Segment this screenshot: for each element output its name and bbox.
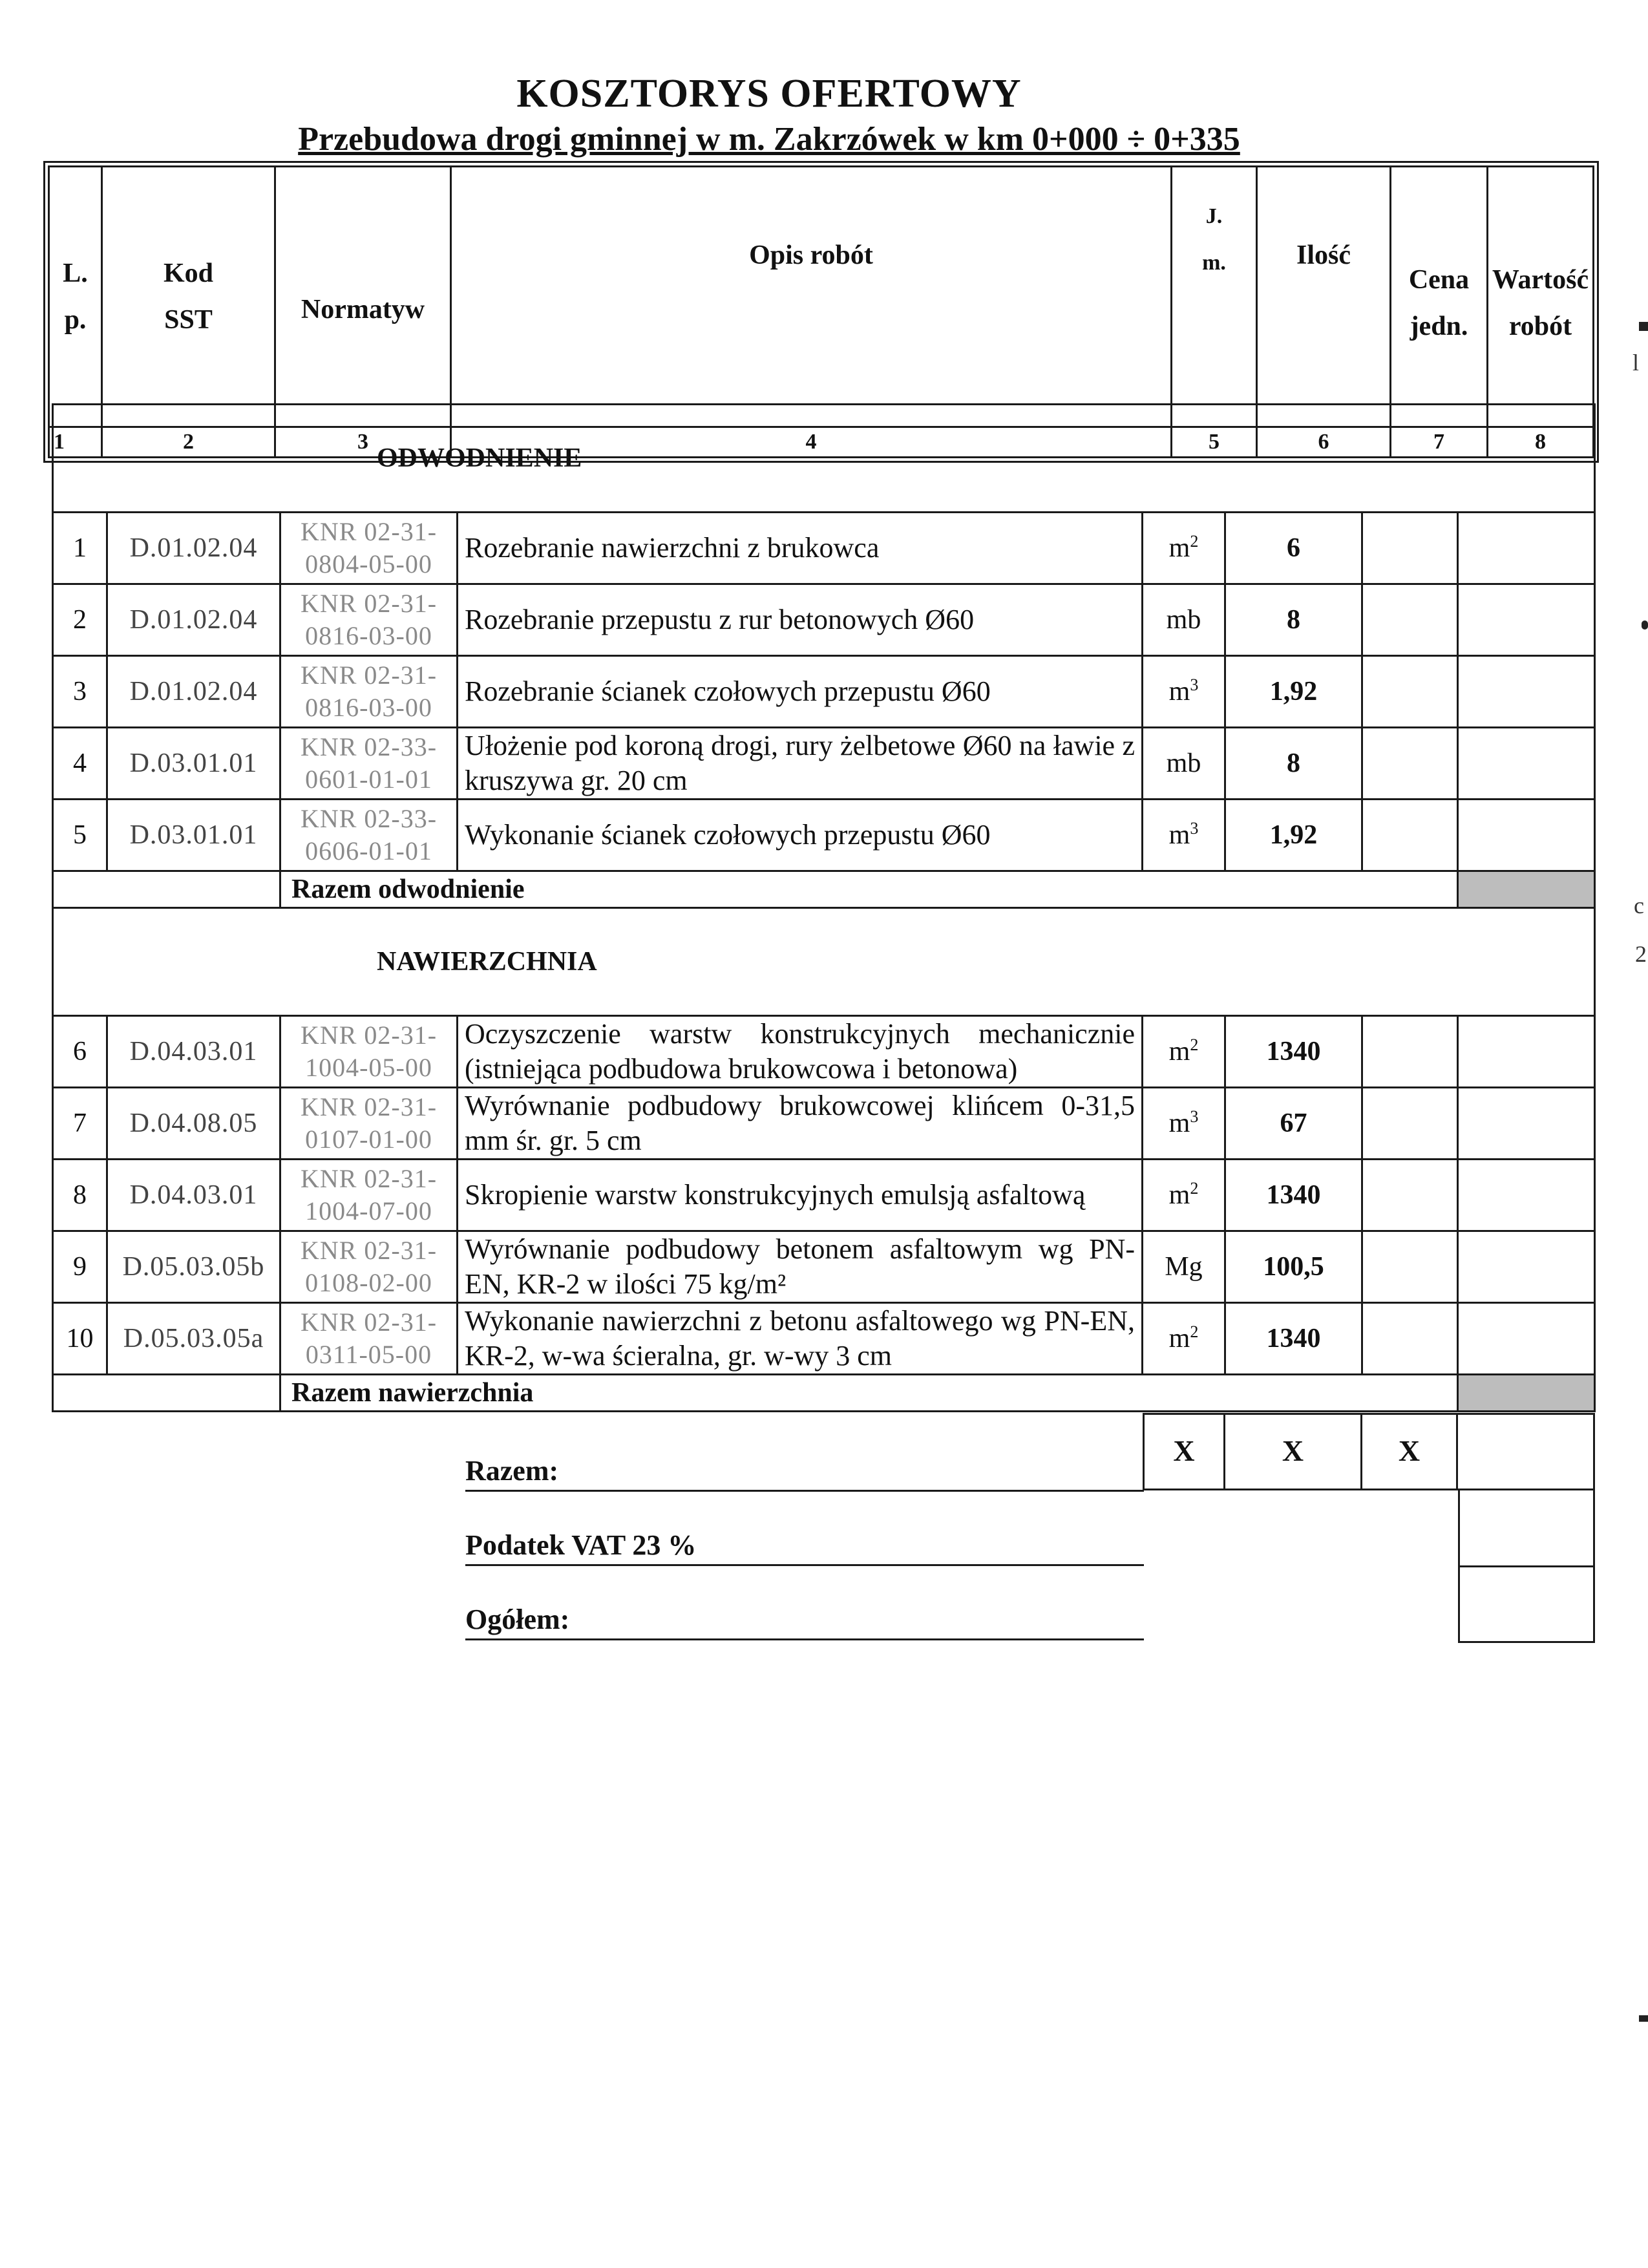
col-number: 3 xyxy=(275,427,451,458)
col-header-normatyw: Normatyw xyxy=(275,167,451,427)
subtotal-blank xyxy=(53,871,280,908)
quantity: 100,5 xyxy=(1225,1231,1362,1303)
col-header-opis: Opis robót xyxy=(451,167,1172,427)
work-description: Rozebranie przepustu z rur betonowych Ø60 xyxy=(458,584,1143,656)
norm-line: KNR 02-33- xyxy=(300,804,438,833)
col-header-ilosc: Ilość xyxy=(1257,167,1391,427)
vat-value-cell xyxy=(1458,1489,1595,1567)
unit-text: m xyxy=(1168,1180,1190,1210)
work-value-cell xyxy=(1458,1160,1595,1231)
work-description: Oczyszczenie warstw konstrukcyjnych mechanicznie (istniejąca podbudowa brukowcowa i betonowa) xyxy=(458,1016,1143,1088)
total-razem-label: Razem: xyxy=(465,1454,1144,1492)
unit xyxy=(1143,656,1225,728)
norm-line: 1004-05-00 xyxy=(305,1053,432,1082)
unit-text: Mg xyxy=(1165,1252,1203,1282)
sst-code: D.03.01.01 xyxy=(107,728,280,800)
document-title: KOSZTORYS OFERTOWY xyxy=(516,72,1022,116)
unit-price-cell xyxy=(1362,656,1458,728)
work-description: Rozebranie ścianek czołowych przepustu Ø60 xyxy=(458,656,1143,728)
norm-line: KNR 02-31- xyxy=(300,589,438,618)
norm-reference xyxy=(280,513,458,584)
unit xyxy=(1143,1303,1225,1375)
norm-reference xyxy=(280,1016,458,1088)
razem-qty-cross: X xyxy=(1225,1413,1362,1490)
scan-edge-text: c xyxy=(1634,893,1644,918)
item-number: 6 xyxy=(53,1016,107,1088)
razem-unit-cross: X xyxy=(1143,1413,1225,1490)
norm-line: KNR 02-31- xyxy=(300,1164,438,1193)
norm-reference xyxy=(280,1160,458,1231)
item-number: 2 xyxy=(53,584,107,656)
unit-price-cell xyxy=(1362,1088,1458,1160)
sst-code: D.04.08.05 xyxy=(107,1088,280,1160)
work-description: Skropienie warstw konstrukcyjnych emulsją asfaltową xyxy=(458,1160,1143,1231)
norm-reference xyxy=(280,584,458,656)
work-description: Ułożenie pod koroną drogi, rury żelbetowe Ø60 na ławie z kruszywa gr. 20 cm xyxy=(458,728,1143,800)
quantity: 1,92 xyxy=(1225,656,1362,728)
work-value-cell xyxy=(1458,584,1595,656)
unit-price-cell xyxy=(1362,1160,1458,1231)
unit-price-cell xyxy=(1362,728,1458,800)
unit-price-cell xyxy=(1362,1016,1458,1088)
scan-edge-mark xyxy=(1639,322,1648,331)
norm-line: 0108-02-00 xyxy=(305,1268,432,1297)
norm-line: 0601-01-01 xyxy=(305,765,432,794)
norm-line: 0816-03-00 xyxy=(305,693,432,722)
unit-text: m xyxy=(1168,820,1190,850)
work-description: Wyrównanie podbudowy brukowcowej klińcem 0-31,5 mm śr. gr. 5 cm xyxy=(458,1088,1143,1160)
sst-code: D.03.01.01 xyxy=(107,800,280,871)
quantity: 1,92 xyxy=(1225,800,1362,871)
table-row xyxy=(53,1016,1595,1088)
col-header-lp: L. p. xyxy=(49,167,102,427)
item-number: 10 xyxy=(53,1303,107,1375)
quantity: 1340 xyxy=(1225,1016,1362,1088)
sst-code: D.01.02.04 xyxy=(107,584,280,656)
norm-line: 1004-07-00 xyxy=(305,1196,432,1225)
unit-text: m xyxy=(1168,533,1190,563)
subtotal-value-cell xyxy=(1458,1375,1595,1412)
unit-price-cell xyxy=(1362,1231,1458,1303)
table-row xyxy=(53,728,1595,800)
item-number: 8 xyxy=(53,1160,107,1231)
col-header-jm: J. m. xyxy=(1172,167,1257,427)
work-description: Wyrównanie podbudowy betonem asfaltowym wg PN-EN, KR-2 w ilości 75 kg/m² xyxy=(458,1231,1143,1303)
section-title: NAWIERZCHNIA xyxy=(53,908,1595,1016)
section-header-row xyxy=(53,405,1595,513)
norm-line: 0606-01-01 xyxy=(305,836,432,865)
norm-line: 0311-05-00 xyxy=(305,1340,432,1369)
cost-estimate-table xyxy=(52,403,1596,1412)
subtotal-value-cell xyxy=(1458,871,1595,908)
unit-text: m xyxy=(1168,1324,1190,1353)
quantity: 6 xyxy=(1225,513,1362,584)
norm-line: KNR 02-31- xyxy=(300,1021,438,1050)
work-value-cell xyxy=(1458,800,1595,871)
unit xyxy=(1143,513,1225,584)
work-value-cell xyxy=(1458,728,1595,800)
unit-text: m xyxy=(1168,1037,1190,1066)
norm-line: KNR 02-31- xyxy=(300,1236,438,1265)
norm-reference xyxy=(280,1303,458,1375)
sst-code: D.01.02.04 xyxy=(107,513,280,584)
work-description: Rozebranie nawierzchni z brukowca xyxy=(458,513,1143,584)
work-description: Wykonanie ścianek czołowych przepustu Ø60 xyxy=(458,800,1143,871)
item-number: 5 xyxy=(53,800,107,871)
sst-code: D.05.03.05a xyxy=(107,1303,280,1375)
document-subtitle: Przebudowa drogi gminnej w m. Zakrzówek w km 0+000 ÷ 0+335 xyxy=(298,121,1240,158)
unit-exponent: 2 xyxy=(1190,1179,1199,1198)
unit-price-cell xyxy=(1362,800,1458,871)
sst-code: D.04.03.01 xyxy=(107,1160,280,1231)
col-header-cena: Cena jedn. xyxy=(1391,167,1488,427)
grand-total-value-cell xyxy=(1458,1565,1595,1643)
table-row xyxy=(53,513,1595,584)
unit xyxy=(1143,584,1225,656)
unit-text: m xyxy=(1168,1108,1190,1138)
sst-code: D.04.03.01 xyxy=(107,1016,280,1088)
norm-reference xyxy=(280,800,458,871)
norm-line: 0107-01-00 xyxy=(305,1125,432,1154)
work-value-cell xyxy=(1458,1088,1595,1160)
work-value-cell xyxy=(1458,1303,1595,1375)
unit-exponent: 2 xyxy=(1190,1035,1199,1054)
quantity: 1340 xyxy=(1225,1303,1362,1375)
col-number: 6 xyxy=(1257,427,1391,458)
table-row xyxy=(53,1231,1595,1303)
table-row xyxy=(53,1088,1595,1160)
scan-edge-mark xyxy=(1639,2015,1648,2022)
unit-price-cell xyxy=(1362,513,1458,584)
razem-value-cell xyxy=(1458,1413,1595,1490)
unit-exponent: 2 xyxy=(1190,532,1199,551)
razem-price-cross: X xyxy=(1362,1413,1458,1490)
norm-line: KNR 02-33- xyxy=(300,732,438,761)
norm-reference xyxy=(280,656,458,728)
sst-code: D.05.03.05b xyxy=(107,1231,280,1303)
subtotal-row xyxy=(53,1375,1595,1412)
item-number: 9 xyxy=(53,1231,107,1303)
item-number: 3 xyxy=(53,656,107,728)
sst-code: D.01.02.04 xyxy=(107,656,280,728)
scan-edge-text: 2 xyxy=(1635,941,1647,967)
unit-text: mb xyxy=(1166,605,1201,635)
unit xyxy=(1143,800,1225,871)
section-header-row xyxy=(53,908,1595,1016)
scan-edge-dot xyxy=(1642,620,1648,630)
unit xyxy=(1143,1016,1225,1088)
col-header-wartosc: Wartość robót xyxy=(1488,167,1594,427)
col-header-kod: Kod SST xyxy=(102,167,275,427)
unit-text: mb xyxy=(1166,748,1201,778)
subtotal-label: Razem nawierzchnia xyxy=(280,1375,1458,1412)
norm-line: KNR 02-31- xyxy=(300,1092,438,1121)
work-value-cell xyxy=(1458,1231,1595,1303)
table-row xyxy=(53,800,1595,871)
quantity: 67 xyxy=(1225,1088,1362,1160)
norm-line: 0816-03-00 xyxy=(305,621,432,650)
unit xyxy=(1143,1231,1225,1303)
subtotal-blank xyxy=(53,1375,280,1412)
quantity: 8 xyxy=(1225,728,1362,800)
norm-reference xyxy=(280,1231,458,1303)
norm-line: KNR 02-31- xyxy=(300,1308,438,1337)
col-number: 2 xyxy=(102,427,275,458)
unit-price-cell xyxy=(1362,1303,1458,1375)
unit-exponent: 2 xyxy=(1190,1322,1199,1341)
scan-edge-text: l xyxy=(1632,350,1640,376)
item-number: 7 xyxy=(53,1088,107,1160)
table-row xyxy=(53,656,1595,728)
unit xyxy=(1143,1160,1225,1231)
work-description: Wykonanie nawierzchni z betonu asfaltowego wg PN-EN, KR-2, w-wa ścieralna, gr. w-wy 3 cm xyxy=(458,1303,1143,1375)
unit-exponent: 3 xyxy=(1190,819,1199,838)
subtotal-label: Razem odwodnienie xyxy=(280,871,1458,908)
norm-reference xyxy=(280,1088,458,1160)
unit xyxy=(1143,1088,1225,1160)
unit-exponent: 3 xyxy=(1190,1107,1199,1126)
item-number: 4 xyxy=(53,728,107,800)
work-value-cell xyxy=(1458,1016,1595,1088)
section-title: ODWODNIENIE xyxy=(53,405,1595,513)
norm-line: 0804-05-00 xyxy=(305,549,432,578)
norm-line: KNR 02-31- xyxy=(300,661,438,690)
table-row xyxy=(53,584,1595,656)
table-row xyxy=(53,1160,1595,1231)
work-value-cell xyxy=(1458,656,1595,728)
subtotal-row xyxy=(53,871,1595,908)
col-number: 1 xyxy=(49,427,102,458)
col-number: 4 xyxy=(451,427,1172,458)
unit-exponent: 3 xyxy=(1190,675,1199,694)
work-value-cell xyxy=(1458,513,1595,584)
grand-total-label: Ogółem: xyxy=(465,1603,1144,1640)
norm-reference xyxy=(280,728,458,800)
vat-label: Podatek VAT 23 % xyxy=(465,1529,1144,1566)
quantity: 8 xyxy=(1225,584,1362,656)
unit xyxy=(1143,728,1225,800)
col-number: 7 xyxy=(1391,427,1488,458)
item-number: 1 xyxy=(53,513,107,584)
unit-price-cell xyxy=(1362,584,1458,656)
col-number: 5 xyxy=(1172,427,1257,458)
unit-text: m xyxy=(1168,677,1190,706)
table-row xyxy=(53,1303,1595,1375)
col-number: 8 xyxy=(1488,427,1594,458)
quantity: 1340 xyxy=(1225,1160,1362,1231)
norm-line: KNR 02-31- xyxy=(300,517,438,546)
